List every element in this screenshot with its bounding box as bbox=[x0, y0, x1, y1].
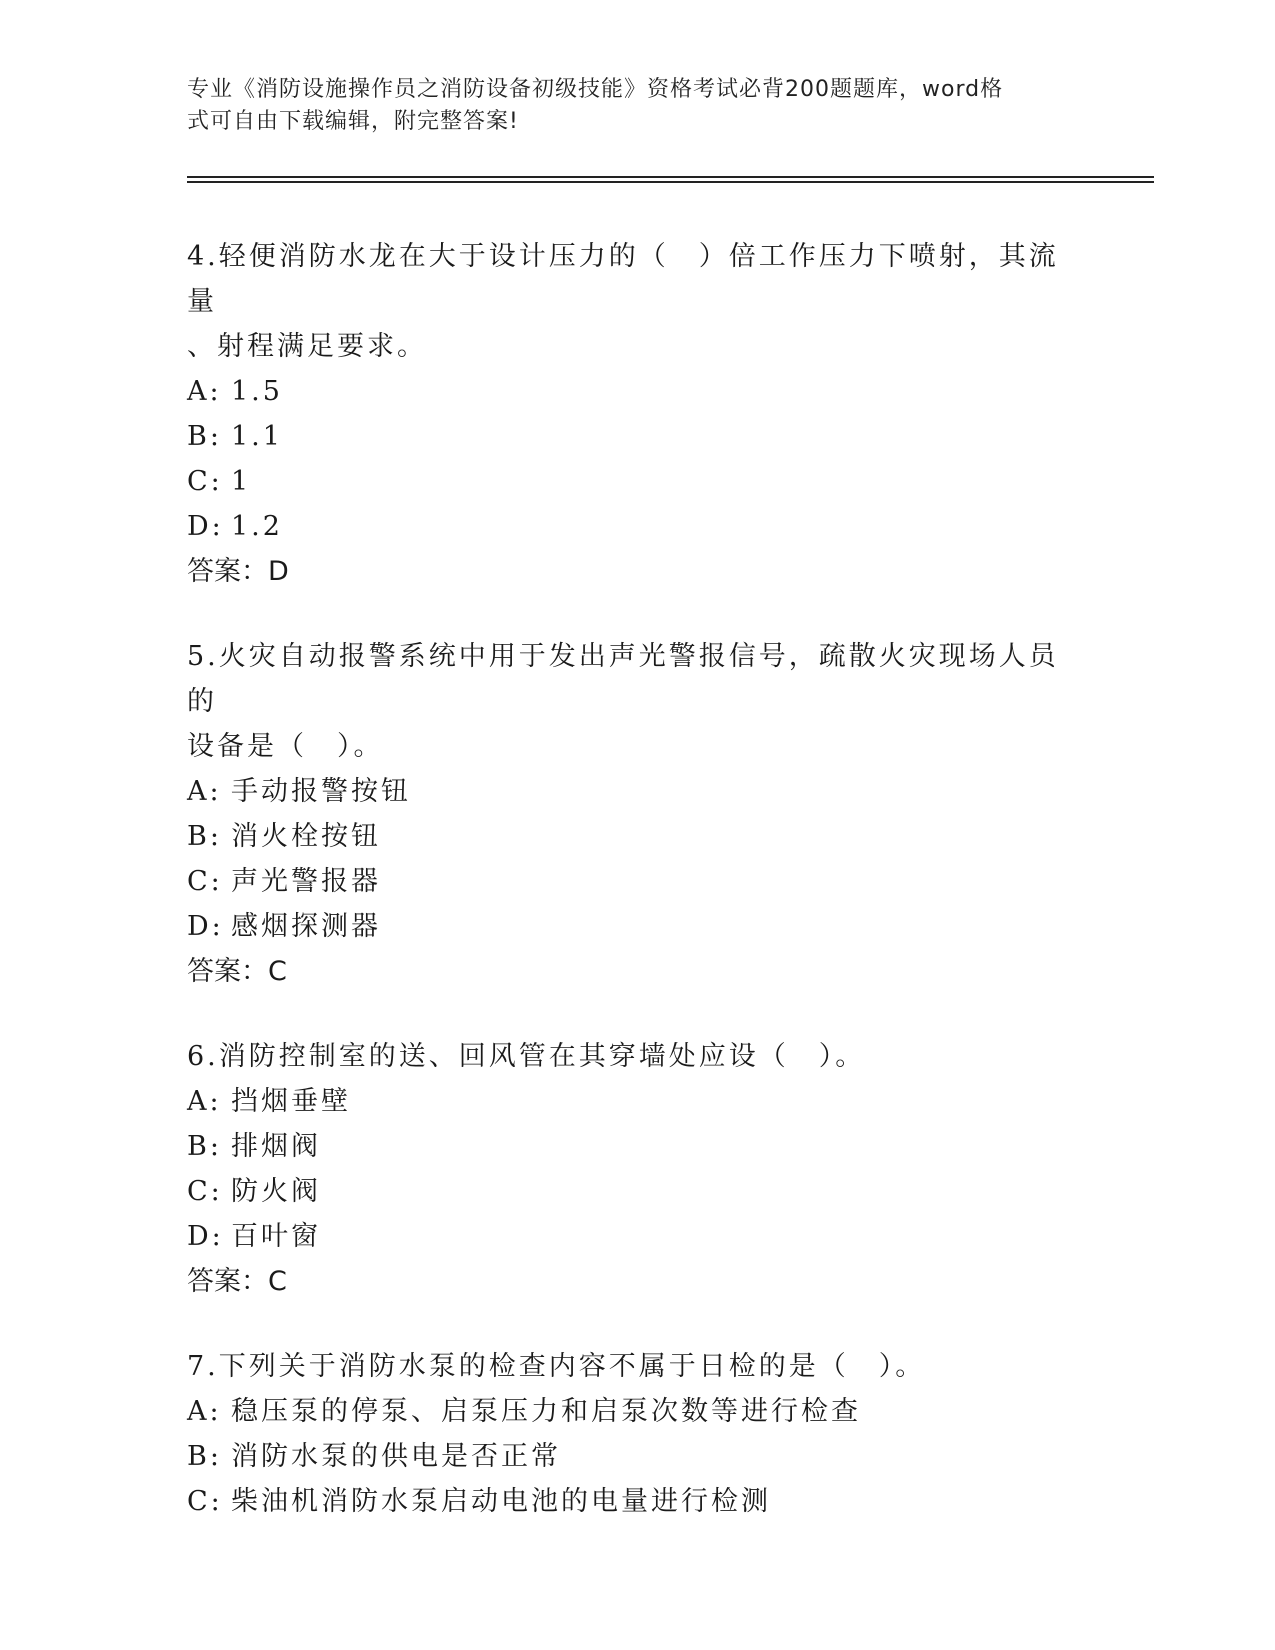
option-a bbox=[187, 1079, 1067, 1124]
header-divider-bottom bbox=[187, 181, 1154, 183]
option-c bbox=[187, 859, 1067, 904]
question-text: 6.消防控制室的送、回风管在其穿墙处应设（ ）。 bbox=[187, 1041, 866, 1072]
option-key: D: bbox=[187, 511, 224, 542]
option-key: A: bbox=[187, 776, 222, 807]
option-key: C: bbox=[187, 1486, 223, 1517]
option-value: 消火栓按钮 bbox=[231, 821, 381, 852]
option-b bbox=[187, 814, 1067, 859]
option-key: D: bbox=[187, 911, 224, 942]
option-value: 柴油机消防水泵启动电池的电量进行检测 bbox=[231, 1486, 771, 1517]
question-6 bbox=[187, 1034, 1067, 1304]
answer: 答案：C bbox=[187, 1266, 287, 1297]
question-list bbox=[187, 234, 1067, 1564]
option-key: C: bbox=[187, 1176, 223, 1207]
option-value: 排烟阀 bbox=[231, 1131, 321, 1162]
question-text: 4.轻便消防水龙在大于设计压力的（ ）倍工作压力下喷射，其流量 bbox=[187, 241, 1059, 317]
header-line-1: 专业《消防设施操作员之消防设备初级技能》资格考试必背200题题库，word格 bbox=[187, 77, 1004, 102]
option-value: 百叶窗 bbox=[231, 1221, 321, 1252]
option-key: A: bbox=[187, 1396, 222, 1427]
question-text-continued: 、射程满足要求。 bbox=[187, 331, 427, 362]
option-value: 手动报警按钮 bbox=[231, 776, 411, 807]
option-d bbox=[187, 504, 1067, 549]
option-value: 声光警报器 bbox=[231, 866, 381, 897]
option-value: 1.5 bbox=[231, 376, 283, 407]
answer: 答案：D bbox=[187, 556, 289, 587]
answer: 答案：C bbox=[187, 956, 287, 987]
question-text-continued: 设备是（ ）。 bbox=[187, 731, 384, 762]
option-value: 稳压泵的停泵、启泵压力和启泵次数等进行检查 bbox=[231, 1396, 861, 1427]
question-7 bbox=[187, 1344, 1067, 1524]
option-d bbox=[187, 1214, 1067, 1259]
option-value: 消防水泵的供电是否正常 bbox=[231, 1441, 561, 1472]
option-a bbox=[187, 769, 1067, 814]
option-value: 感烟探测器 bbox=[231, 911, 381, 942]
option-key: C: bbox=[187, 866, 223, 897]
option-key: D: bbox=[187, 1221, 224, 1252]
option-key: A: bbox=[187, 1086, 222, 1117]
question-4 bbox=[187, 234, 1067, 594]
option-c bbox=[187, 1479, 1067, 1524]
question-text: 7.下列关于消防水泵的检查内容不属于日检的是（ ）。 bbox=[187, 1351, 926, 1382]
header-divider-top bbox=[187, 176, 1154, 178]
option-value: 1.1 bbox=[231, 421, 283, 452]
option-key: B: bbox=[187, 1131, 222, 1162]
option-a bbox=[187, 1389, 1067, 1434]
question-text: 5.火灾自动报警系统中用于发出声光警报信号，疏散火灾现场人员的 bbox=[187, 641, 1059, 717]
option-b bbox=[187, 414, 1067, 459]
option-a bbox=[187, 369, 1067, 414]
option-key: B: bbox=[187, 421, 222, 452]
option-key: B: bbox=[187, 1441, 222, 1472]
question-5 bbox=[187, 634, 1067, 994]
option-key: C: bbox=[187, 466, 223, 497]
option-value: 1 bbox=[231, 466, 252, 497]
option-key: B: bbox=[187, 821, 222, 852]
option-value: 1.2 bbox=[231, 511, 283, 542]
option-value: 防火阀 bbox=[231, 1176, 321, 1207]
option-c bbox=[187, 1169, 1067, 1214]
option-b bbox=[187, 1434, 1067, 1479]
option-c bbox=[187, 459, 1067, 504]
option-value: 挡烟垂壁 bbox=[231, 1086, 351, 1117]
option-key: A: bbox=[187, 376, 222, 407]
header-line-2: 式可自由下载编辑，附完整答案! bbox=[187, 109, 519, 134]
document-header bbox=[187, 74, 1067, 138]
option-b bbox=[187, 1124, 1067, 1169]
option-d bbox=[187, 904, 1067, 949]
